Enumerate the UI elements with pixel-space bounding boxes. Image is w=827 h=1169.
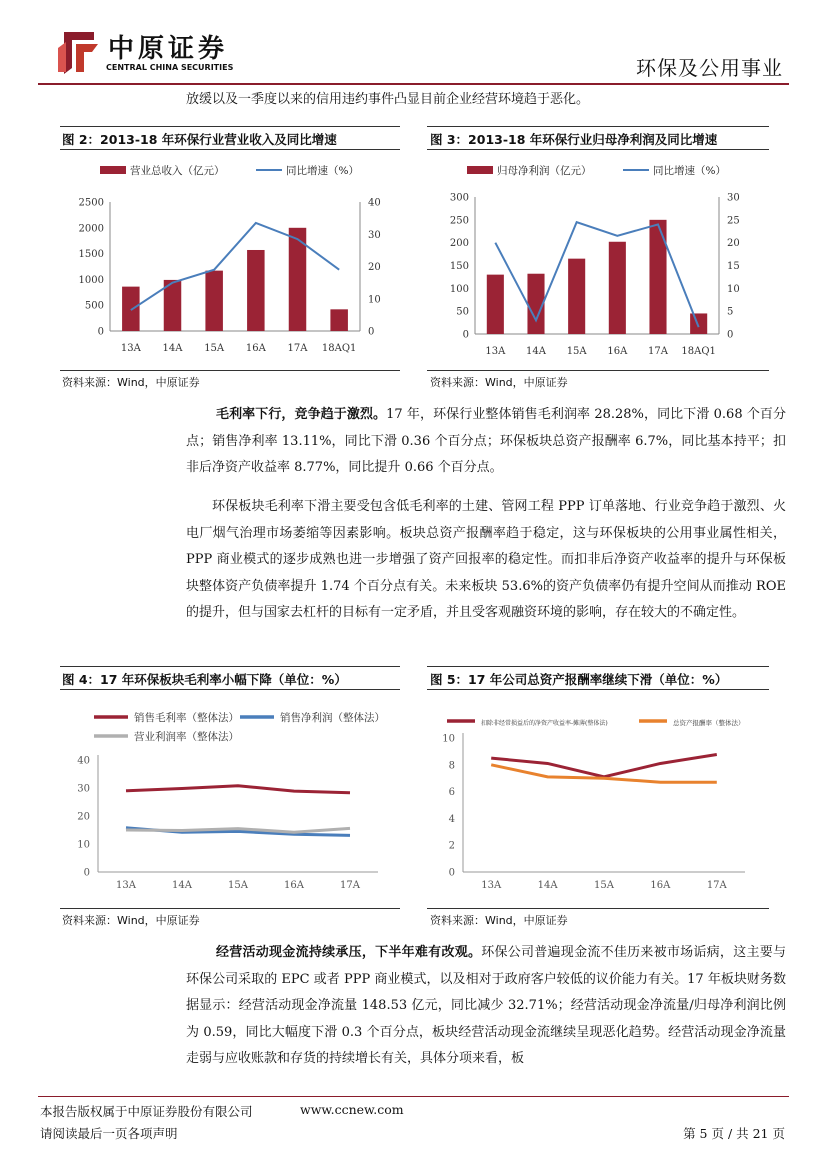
legend-label: 扣除非经常损益后的净资产收益率-摊薄(整体法) xyxy=(481,720,608,727)
y-tick-label: 0 xyxy=(462,329,469,341)
fig4-bottom-rule xyxy=(60,908,400,909)
fig2-title-rule xyxy=(60,149,400,150)
fig2-chart xyxy=(60,152,400,367)
y-tick-label: 8 xyxy=(448,760,455,772)
fig3-title-rule xyxy=(427,149,769,150)
x-tick-label: 18AQ1 xyxy=(321,343,357,354)
company-logo xyxy=(54,28,254,78)
y-tick-label: 10 xyxy=(442,733,455,745)
logo-chinese-name: 中原证券 xyxy=(108,34,229,64)
x-tick-label: 15A xyxy=(594,880,614,891)
legend-label: 销售净利润（整体法） xyxy=(280,712,385,724)
fig3-source: 资料来源：Wind，中原证券 xyxy=(430,376,568,389)
x-tick-label: 17A xyxy=(706,880,727,891)
series-line xyxy=(126,786,350,793)
y-tick-label: 30 xyxy=(77,783,90,795)
fig5-top-rule xyxy=(427,666,769,667)
y2-tick-label: 5 xyxy=(727,306,734,318)
y-tick-label: 2 xyxy=(448,840,455,852)
x-tick-label: 14A xyxy=(172,880,192,891)
bar xyxy=(568,259,585,334)
legend-label: 总资产报酬率（整体法） xyxy=(673,719,745,727)
fig5-source: 资料来源：Wind，中原证券 xyxy=(430,914,568,927)
x-tick-label: 15A xyxy=(228,880,248,891)
logo-emblem-icon xyxy=(54,28,104,78)
logo-english-name: CENTRAL CHINA SECURITIES xyxy=(106,63,234,72)
x-tick-label: 14A xyxy=(162,343,183,354)
legend-label: 营业总收入（亿元） xyxy=(130,165,225,177)
x-tick-label: 13A xyxy=(116,880,136,891)
fig5-bottom-rule xyxy=(427,908,769,909)
y2-tick-label: 20 xyxy=(727,238,740,250)
fig3-top-rule xyxy=(427,126,769,127)
fig4-top-rule xyxy=(60,666,400,667)
fig3-chart xyxy=(427,152,769,367)
x-tick-label: 16A xyxy=(284,880,304,891)
y2-tick-label: 15 xyxy=(727,261,740,272)
paragraph-lead: 经营活动现金流持续承压，下半年难有改观。 xyxy=(216,945,482,960)
page-number: 第 5 页 / 共 21 页 xyxy=(683,1126,785,1141)
bar xyxy=(690,313,707,334)
legend-label: 同比增速（%） xyxy=(653,165,726,177)
y-tick-label: 6 xyxy=(448,787,455,799)
x-tick-label: 15A xyxy=(204,343,225,354)
y-tick-label: 0 xyxy=(83,867,90,879)
y2-tick-label: 25 xyxy=(727,215,740,227)
paragraph-lead: 毛利率下行，竞争趋于激烈。 xyxy=(216,407,387,422)
y2-tick-label: 30 xyxy=(727,192,740,204)
fig5-title: 图 5：17 年公司总资产报酬率继续下滑（单位：%） xyxy=(430,672,728,687)
x-tick-label: 17A xyxy=(287,343,308,354)
legend-bar-swatch xyxy=(467,166,493,174)
footer-website-link[interactable]: www.ccnew.com xyxy=(300,1102,404,1117)
y-tick-label: 20 xyxy=(77,811,90,823)
header-divider xyxy=(38,83,789,85)
y2-tick-label: 10 xyxy=(727,283,740,295)
y2-tick-label: 0 xyxy=(368,326,375,338)
y-tick-label: 150 xyxy=(449,261,469,272)
growth-line xyxy=(131,223,339,310)
y2-tick-label: 10 xyxy=(368,294,381,306)
fig4-source: 资料来源：Wind，中原证券 xyxy=(62,914,200,927)
paragraph-analysis: 环保板块毛利率下滑主要受包含低毛利率的土建、管网工程 PPP 订单落地、行业竞争趋于激烈、火电厂烟气治理市场萎缩等因素影响。板块总资产报酬率趋于稳定，这与环保板块的公用事业属性相关，PPP 商业模式的逐步成熟也进一步增强了资产回报率的稳定性。而扣非后净资产收益率的提升与环保板块整体资产负债率提升 1.74 个百分点有关。未来板块 53.6%的资产负债率仍有提升空间从而推动 ROE 的提升，但与国家去杠杆的目标有一定矛盾，并且受客观融资环境的影响，存在较大的不确定性。 xyxy=(186,499,786,620)
fig2-top-rule xyxy=(60,126,400,127)
x-tick-label: 13A xyxy=(120,343,141,354)
y-tick-label: 40 xyxy=(77,755,90,767)
x-tick-label: 14A xyxy=(537,880,558,891)
fig5-chart xyxy=(427,692,769,906)
fig3-title: 图 3：2013-18 年环保行业归母净利润及同比增速 xyxy=(430,132,718,147)
fig3-bottom-rule xyxy=(427,370,769,371)
legend-label: 归母净利润（亿元） xyxy=(497,165,592,177)
bar xyxy=(609,242,626,334)
y-tick-label: 4 xyxy=(448,813,455,825)
y-tick-label: 500 xyxy=(84,300,104,312)
x-tick-label: 16A xyxy=(607,346,628,357)
y2-tick-label: 0 xyxy=(727,329,734,341)
y-tick-label: 2000 xyxy=(78,223,104,235)
x-tick-label: 14A xyxy=(526,346,546,357)
fig4-title-rule xyxy=(60,689,400,690)
bar xyxy=(247,250,264,331)
fig5-title-rule xyxy=(427,689,769,690)
x-tick-label: 15A xyxy=(566,346,587,357)
paragraph-margin-decline xyxy=(186,402,786,482)
footer-divider xyxy=(38,1096,789,1097)
y-tick-label: 200 xyxy=(449,238,469,250)
y-tick-label: 2500 xyxy=(78,197,104,209)
section-title: 环保及公用事业 xyxy=(636,56,783,80)
legend-label: 同比增速（%） xyxy=(286,165,359,177)
fig2-bottom-rule xyxy=(60,370,400,371)
y2-tick-label: 30 xyxy=(368,229,381,241)
footer-disclaimer: 请阅读最后一页各项声明 xyxy=(40,1126,178,1141)
y-tick-label: 0 xyxy=(448,867,455,879)
y-tick-label: 10 xyxy=(77,839,90,851)
y-tick-label: 1000 xyxy=(78,274,104,286)
intro-line: 放缓以及一季度以来的信用违约事件凸显目前企业经营环境趋于恶化。 xyxy=(186,92,590,107)
series-line xyxy=(491,765,717,782)
x-tick-label: 17A xyxy=(648,346,668,357)
bar xyxy=(487,275,504,334)
legend-label: 营业利润率（整体法） xyxy=(134,731,239,743)
fig4-title: 图 4：17 年环保板块毛利率小幅下降（单位：%） xyxy=(62,672,347,687)
fig4-chart xyxy=(60,692,400,906)
y-tick-label: 50 xyxy=(456,306,469,318)
x-tick-label: 13A xyxy=(485,346,506,357)
x-tick-label: 13A xyxy=(481,880,502,891)
y-tick-label: 300 xyxy=(449,192,469,204)
x-tick-label: 18AQ1 xyxy=(681,346,716,357)
y2-tick-label: 20 xyxy=(368,262,381,273)
paragraph-cashflow xyxy=(186,940,786,1073)
legend-label: 销售毛利率（整体法） xyxy=(134,712,239,724)
y-tick-label: 1500 xyxy=(78,249,104,261)
y2-tick-label: 40 xyxy=(368,197,381,209)
paragraph-body: 17 年，环保行业整体销售毛利润率 28.28%，同比下滑 0.68 个百分点；销售净利率 13.11%，同比下滑 0.36 个百分点；环保板块总资产报酬率 6.7%，同比基本持平；扣非后净资产收益率 8.77%，同比提升 0.66 个百分点。 xyxy=(186,407,786,475)
bar xyxy=(330,309,348,331)
bar xyxy=(205,271,223,331)
y-tick-label: 100 xyxy=(449,283,469,295)
x-tick-label: 16A xyxy=(245,343,266,354)
fig2-source: 资料来源：Wind，中原证券 xyxy=(62,376,200,389)
bar xyxy=(122,287,140,331)
fig2-title: 图 2：2013-18 年环保行业营业收入及同比增速 xyxy=(62,132,337,147)
x-tick-label: 16A xyxy=(650,880,671,891)
footer-copyright: 本报告版权属于中原证券股份有限公司 xyxy=(40,1104,253,1119)
legend-bar-swatch xyxy=(100,166,126,174)
x-tick-label: 17A xyxy=(340,880,360,891)
growth-line xyxy=(495,222,698,327)
y-tick-label: 250 xyxy=(449,215,469,227)
y-tick-label: 0 xyxy=(97,326,104,338)
paragraph-body: 环保公司普遍现金流不佳历来被市场诟病，这主要与环保公司采取的 EPC 或者 PPP 商业模式，以及相对于政府客户较低的议价能力有关。17 年板块财务数据显示：经营活动现金净流量 148.53 亿元，同比减少 32.71%；经营活动现金净流量/归母净利润比例为 0.59，同比大幅度下滑 0.3 个百分点，板块经营活动现金流继续呈现恶化趋势。经营活动现金净流量走弱与应收账款和存货的持续增长有关，具体分项来看，板 xyxy=(186,945,786,1066)
